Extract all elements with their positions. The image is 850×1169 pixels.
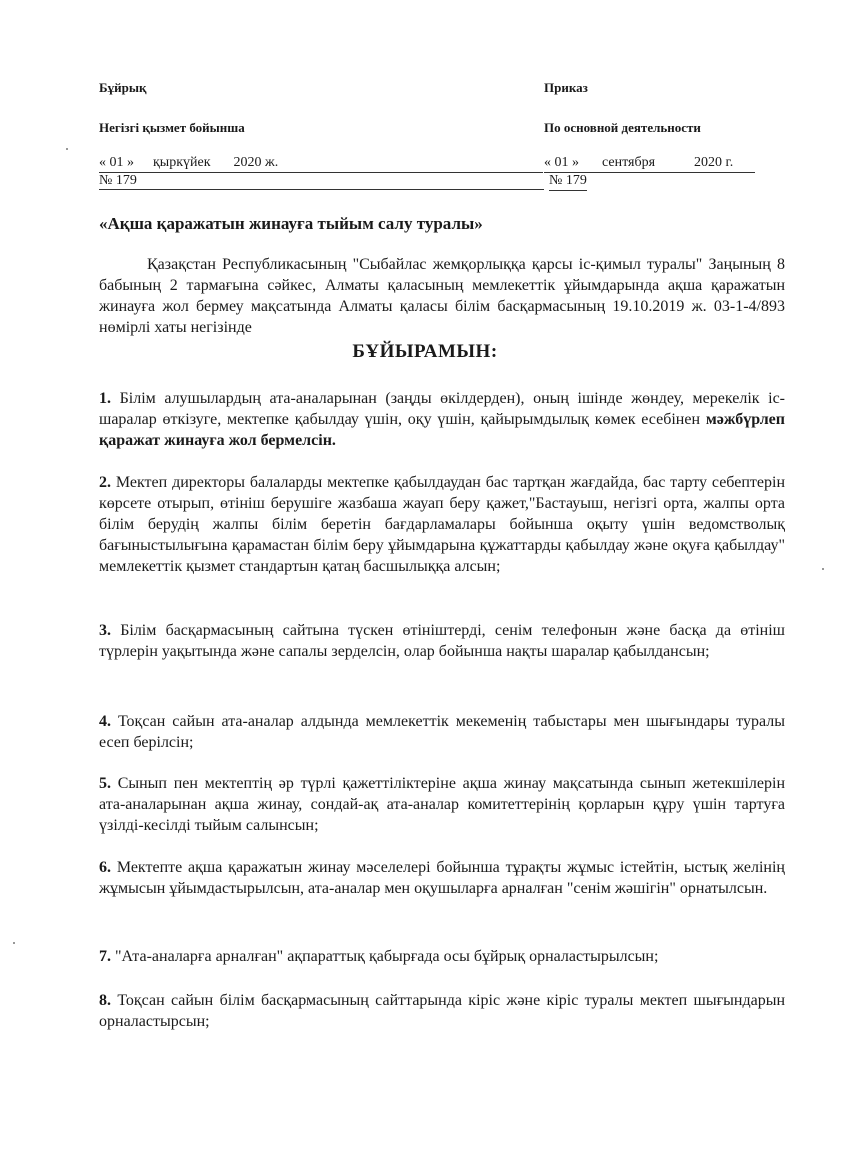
order-item-7 <box>99 946 785 967</box>
item-number: 5. <box>99 775 111 792</box>
order-item-5 <box>99 773 785 836</box>
item-number: 7. <box>99 948 111 965</box>
document-title: «Ақша қаражатын жинауға тыйым салу туралы» <box>99 214 483 233</box>
item-number: 4. <box>99 713 111 730</box>
number-ru: № 179 <box>549 172 587 191</box>
date-kz-month: қыркүйек <box>153 155 211 170</box>
order-item-6 <box>99 857 785 899</box>
date-ru-year: 2020 г. <box>694 155 734 170</box>
order-item-4 <box>99 711 785 753</box>
header-rule-2 <box>99 189 544 190</box>
date-kz-year: 2020 ж. <box>233 155 279 170</box>
order-item-3 <box>99 620 785 662</box>
item-text: Сынып пен мектептің әр түрлі қажеттіліктеріне ақша жинау мақсатында сынып жетекшілерін ата-аналарынан ақша жинау, сондай-ақ ата-аналар комитеттерінің қорларын құру үшін тартуға үзілді-кесілді тыйым салынсын; <box>99 775 785 834</box>
order-item-2 <box>99 472 785 577</box>
item-number: 3. <box>99 622 111 639</box>
item-text: Мектепте ақша қаражатын жинау мәселелері бойынша тұрақты жұмыс істейтін, ыстық желінің жұмысын ұйымдастырылсын, ата-аналар мен оқушыларға арналған "сенім жәшігін" орнатылсын. <box>99 859 785 897</box>
activity-label-kz: Негізгі қызмет бойынша <box>99 120 245 135</box>
decree-heading: БҰЙЫРАМЫН: <box>352 341 498 362</box>
item-text: Тоқсан сайын ата-аналар алдында мемлекеттік мекеменің табыстары мен шығындары туралы есеп берілсін; <box>99 713 785 751</box>
intro-paragraph: Қазақстан Республикасының "Сыбайлас жемқорлыққа қарсы іс-қимыл туралы" Заңының 8 бабының 2 тармағына сәйкес, Алматы қаласының мемлекеттік ұйымдарында ақша қаражатын жинауға жол бермеу мақсатында Алматы қаласы білім басқармасының 19.10.2019 ж. 03-1-4/893 нөмірлі хаты негізінде <box>99 256 785 336</box>
scan-speck <box>13 942 15 944</box>
order-item-1 <box>99 388 785 451</box>
header-rule-1 <box>303 172 543 173</box>
item-bold-text: мәжбүрлеп қаражат жинауға жол бермелсін. <box>99 411 785 449</box>
order-label-ru: Приказ <box>544 80 588 95</box>
item-text: Білім басқармасының сайтына түскен өтініштерді, сенім телефонын және басқа да өтініш түрлерін уақытында және сапалы зерделсін, олар бойынша нақты шаралар қабылдансын; <box>99 622 785 660</box>
item-number: 6. <box>99 859 111 876</box>
order-label-kz: Бұйрық <box>99 80 147 95</box>
item-text: Білім алушылардың ата-аналарынан (заңды өкілдерден), оның ішінде жөндеу, мерекелік іс-шаралар өткізуге, мектепке қабылдау үшін, оқу үшін, қайырымдылық көмек есебінен <box>99 390 785 428</box>
number-kz: № 179 <box>99 173 137 188</box>
item-text: "Ата-аналарға арналған" ақпараттық қабырғада осы бұйрық орналастырылсын; <box>111 948 659 965</box>
item-text: Тоқсан сайын білім басқармасының сайттарында кіріс және кіріс туралы мектеп шығындарын орналастырсын; <box>99 992 785 1030</box>
activity-label-ru: По основной деятельности <box>544 120 701 135</box>
date-ru-day: « 01 » <box>544 155 579 170</box>
date-kz <box>99 154 303 173</box>
date-kz-day: « 01 » <box>99 155 134 170</box>
scan-speck <box>822 568 824 570</box>
item-text: Мектеп директоры балаларды мектепке қабылдаудан бас тартқан жағдайда, бас тарту себептерін көрсете отырып, өтініш берушіге жазбаша жауап беру қажет,"Бастауыш, негізгі орта, жалпы орта білім берудің жалпы білім беретін бағдарламалары бойынша оқыту үшін ведомстволық бағыныстылығына қарамастан білім беру ұйымдарына құжаттарды қабылдау және оқуға қабылдау" мемлекеттік қызмет стандартын қатаң басшылыққа алсын; <box>99 474 785 575</box>
date-ru-month: сентября <box>602 155 656 170</box>
scan-speck <box>66 148 68 150</box>
order-item-8 <box>99 990 785 1032</box>
item-number: 2. <box>99 474 111 491</box>
date-ru <box>544 154 755 173</box>
item-number: 8. <box>99 992 111 1009</box>
item-number: 1. <box>99 390 111 407</box>
